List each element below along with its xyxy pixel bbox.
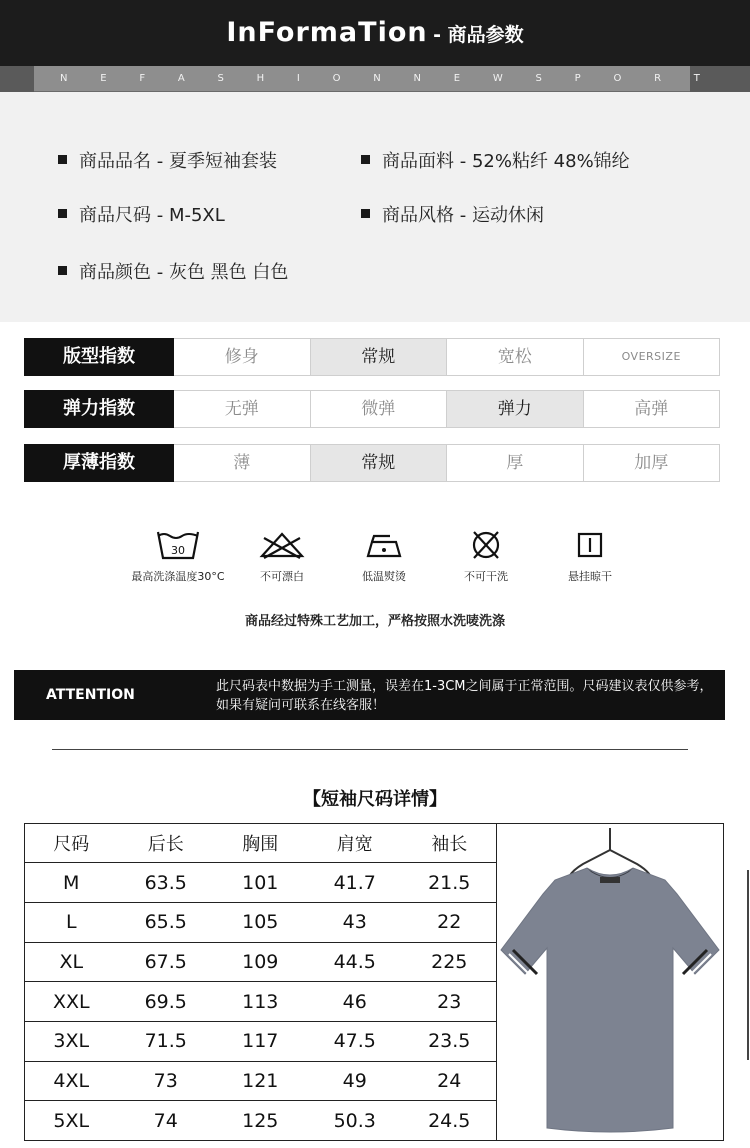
table-cell: 5XL: [53, 1109, 90, 1132]
title-zh: - 商品参数: [433, 24, 524, 46]
bullet-square-icon: [58, 155, 67, 164]
table-cell: 43: [342, 911, 367, 934]
table-cell: 121: [242, 1069, 279, 1092]
table-cell: 73: [153, 1069, 178, 1092]
care-label-low-iron: 低温熨烫: [362, 570, 406, 583]
strip-bar-left: [0, 66, 34, 92]
strip-letter: S: [217, 73, 224, 84]
elasticity-option: 微弹: [311, 390, 448, 428]
strip-letter: O: [613, 73, 622, 84]
bullet-square-icon: [361, 209, 370, 218]
strip-letter: E: [453, 73, 461, 84]
care-label-hang-dry: 悬挂晾干: [568, 570, 612, 583]
fashion-strip: [0, 66, 750, 92]
fit-option: 宽松: [447, 338, 584, 376]
table-cell: 69.5: [144, 990, 187, 1013]
bullet-square-icon: [361, 155, 370, 164]
info-style: [361, 201, 544, 227]
table-cell: M: [63, 871, 80, 894]
fashion-strip-text: [60, 66, 700, 92]
fit-index-row: [24, 338, 720, 376]
table-cell: 22: [437, 911, 462, 934]
table-cell: 41.7: [333, 871, 376, 894]
thickness-option: 加厚: [584, 444, 721, 482]
product-image: [497, 824, 723, 1140]
table-cell: XL: [59, 950, 84, 973]
thickness-option: 薄: [174, 444, 311, 482]
strip-letter: F: [139, 73, 146, 84]
elasticity-index-row: [24, 390, 720, 428]
header-cell: 胸围: [242, 833, 279, 855]
table-cell: 63.5: [144, 871, 187, 894]
info-color: [58, 258, 288, 284]
table-cell: 3XL: [53, 1030, 90, 1053]
elasticity-option: 高弹: [584, 390, 721, 428]
strip-letter: T: [693, 73, 700, 84]
hang-dry-icon: [566, 528, 614, 562]
low-iron-icon: [360, 528, 408, 562]
table-cell: 117: [242, 1030, 279, 1053]
table-cell: 47.5: [333, 1030, 376, 1053]
care-item-wash: [118, 528, 238, 584]
attention-title: ATTENTION: [46, 687, 135, 703]
info-fabric: [361, 147, 630, 173]
table-cell: 67.5: [144, 950, 187, 973]
table-cell: 109: [242, 950, 279, 973]
table-cell: 23.5: [428, 1030, 471, 1053]
table-cell: 21.5: [428, 871, 471, 894]
strip-letter: W: [492, 73, 503, 84]
table-cell: 4XL: [53, 1069, 90, 1092]
table-cell: 46: [342, 990, 367, 1013]
table-cell: 101: [242, 871, 279, 894]
table-cell: 24.5: [428, 1109, 471, 1132]
no-bleach-icon: [258, 528, 306, 562]
size-chart-title: 【短袖尺码详情】: [303, 789, 447, 810]
info-style-text: 商品风格 - 运动休闲: [382, 205, 544, 226]
header-bar: [0, 0, 750, 66]
info-size: [58, 201, 225, 227]
thickness-index-label: 厚薄指数: [24, 444, 174, 482]
tshirt-image: [497, 824, 723, 1140]
table-cell: 71.5: [144, 1030, 187, 1053]
elasticity-option: 无弹: [174, 390, 311, 428]
info-product-name-text: 商品品名 - 夏季短袖套装: [79, 151, 277, 172]
fit-option-selected: 常规: [311, 338, 448, 376]
section-divider: [52, 749, 688, 750]
table-cell: 74: [153, 1109, 178, 1132]
header-cell: 袖长: [431, 833, 468, 855]
info-color-text: 商品颜色 - 灰色 黑色 白色: [79, 262, 289, 283]
care-item-no-dryclean: [426, 528, 546, 584]
table-cell: 113: [242, 990, 279, 1013]
care-item-hang-dry: [530, 528, 650, 584]
strip-letter: E: [100, 73, 107, 84]
elasticity-index-label: 弹力指数: [24, 390, 174, 428]
bullet-square-icon: [58, 266, 67, 275]
strip-letter: N: [60, 73, 68, 84]
attention-text: 此尺码表中数据为手工测量，误差在1-3CM之间属于正常范围。尺码建议表仅供参考，如果有疑问可联系在线客服！: [216, 679, 713, 713]
table-cell: 105: [242, 911, 279, 934]
care-label-no-dryclean: 不可干洗: [464, 570, 508, 583]
header-cell: 尺码: [53, 833, 90, 855]
elasticity-option-selected: 弹力: [447, 390, 584, 428]
strip-letter: S: [535, 73, 542, 84]
wash-temp-text: 30: [171, 544, 185, 557]
info-fabric-text: 商品面料 - 52%粘纤 48%锦纶: [382, 151, 630, 172]
table-cell: 65.5: [144, 911, 187, 934]
attention-banner: [14, 670, 725, 720]
title-en: InFormaTion: [226, 17, 428, 48]
table-cell: 225: [431, 950, 468, 973]
strip-letter: A: [177, 73, 185, 84]
strip-letter: I: [296, 73, 300, 84]
fit-index-label: 版型指数: [24, 338, 174, 376]
table-cell: 44.5: [333, 950, 376, 973]
table-cell: 125: [242, 1109, 279, 1132]
bullet-square-icon: [58, 209, 67, 218]
table-cell: 24: [437, 1069, 462, 1092]
thickness-option: 厚: [447, 444, 584, 482]
header-cell: 后长: [147, 833, 184, 855]
table-cell: 50.3: [333, 1109, 376, 1132]
product-info-panel: [0, 92, 750, 322]
table-cell: 23: [437, 990, 462, 1013]
header-cell: 肩宽: [336, 833, 373, 855]
fit-option: 修身: [174, 338, 311, 376]
care-label-no-bleach: 不可漂白: [260, 570, 304, 583]
table-cell: 49: [342, 1069, 367, 1092]
strip-letter: R: [654, 73, 662, 84]
page-title: [0, 0, 750, 66]
care-label-wash: 最高洗涤温度30°C: [131, 570, 225, 583]
strip-letter: H: [256, 73, 265, 84]
strip-letter: N: [373, 73, 381, 84]
wash-30-icon: [154, 528, 202, 562]
care-note: 商品经过特殊工艺加工，严格按照水洗唛洗涤: [244, 614, 505, 629]
table-cell: L: [65, 911, 77, 934]
thickness-index-row: [24, 444, 720, 482]
thickness-option-selected: 常规: [311, 444, 448, 482]
edge-line: [747, 870, 749, 1060]
table-cell: XXL: [52, 990, 90, 1013]
no-dryclean-icon: [462, 528, 510, 562]
strip-letter: O: [332, 73, 341, 84]
strip-letter: N: [413, 73, 421, 84]
fit-option: OVERSIZE: [584, 338, 721, 376]
strip-letter: P: [574, 73, 581, 84]
info-product-name: [58, 147, 277, 173]
info-size-text: 商品尺码 - M-5XL: [79, 205, 225, 226]
